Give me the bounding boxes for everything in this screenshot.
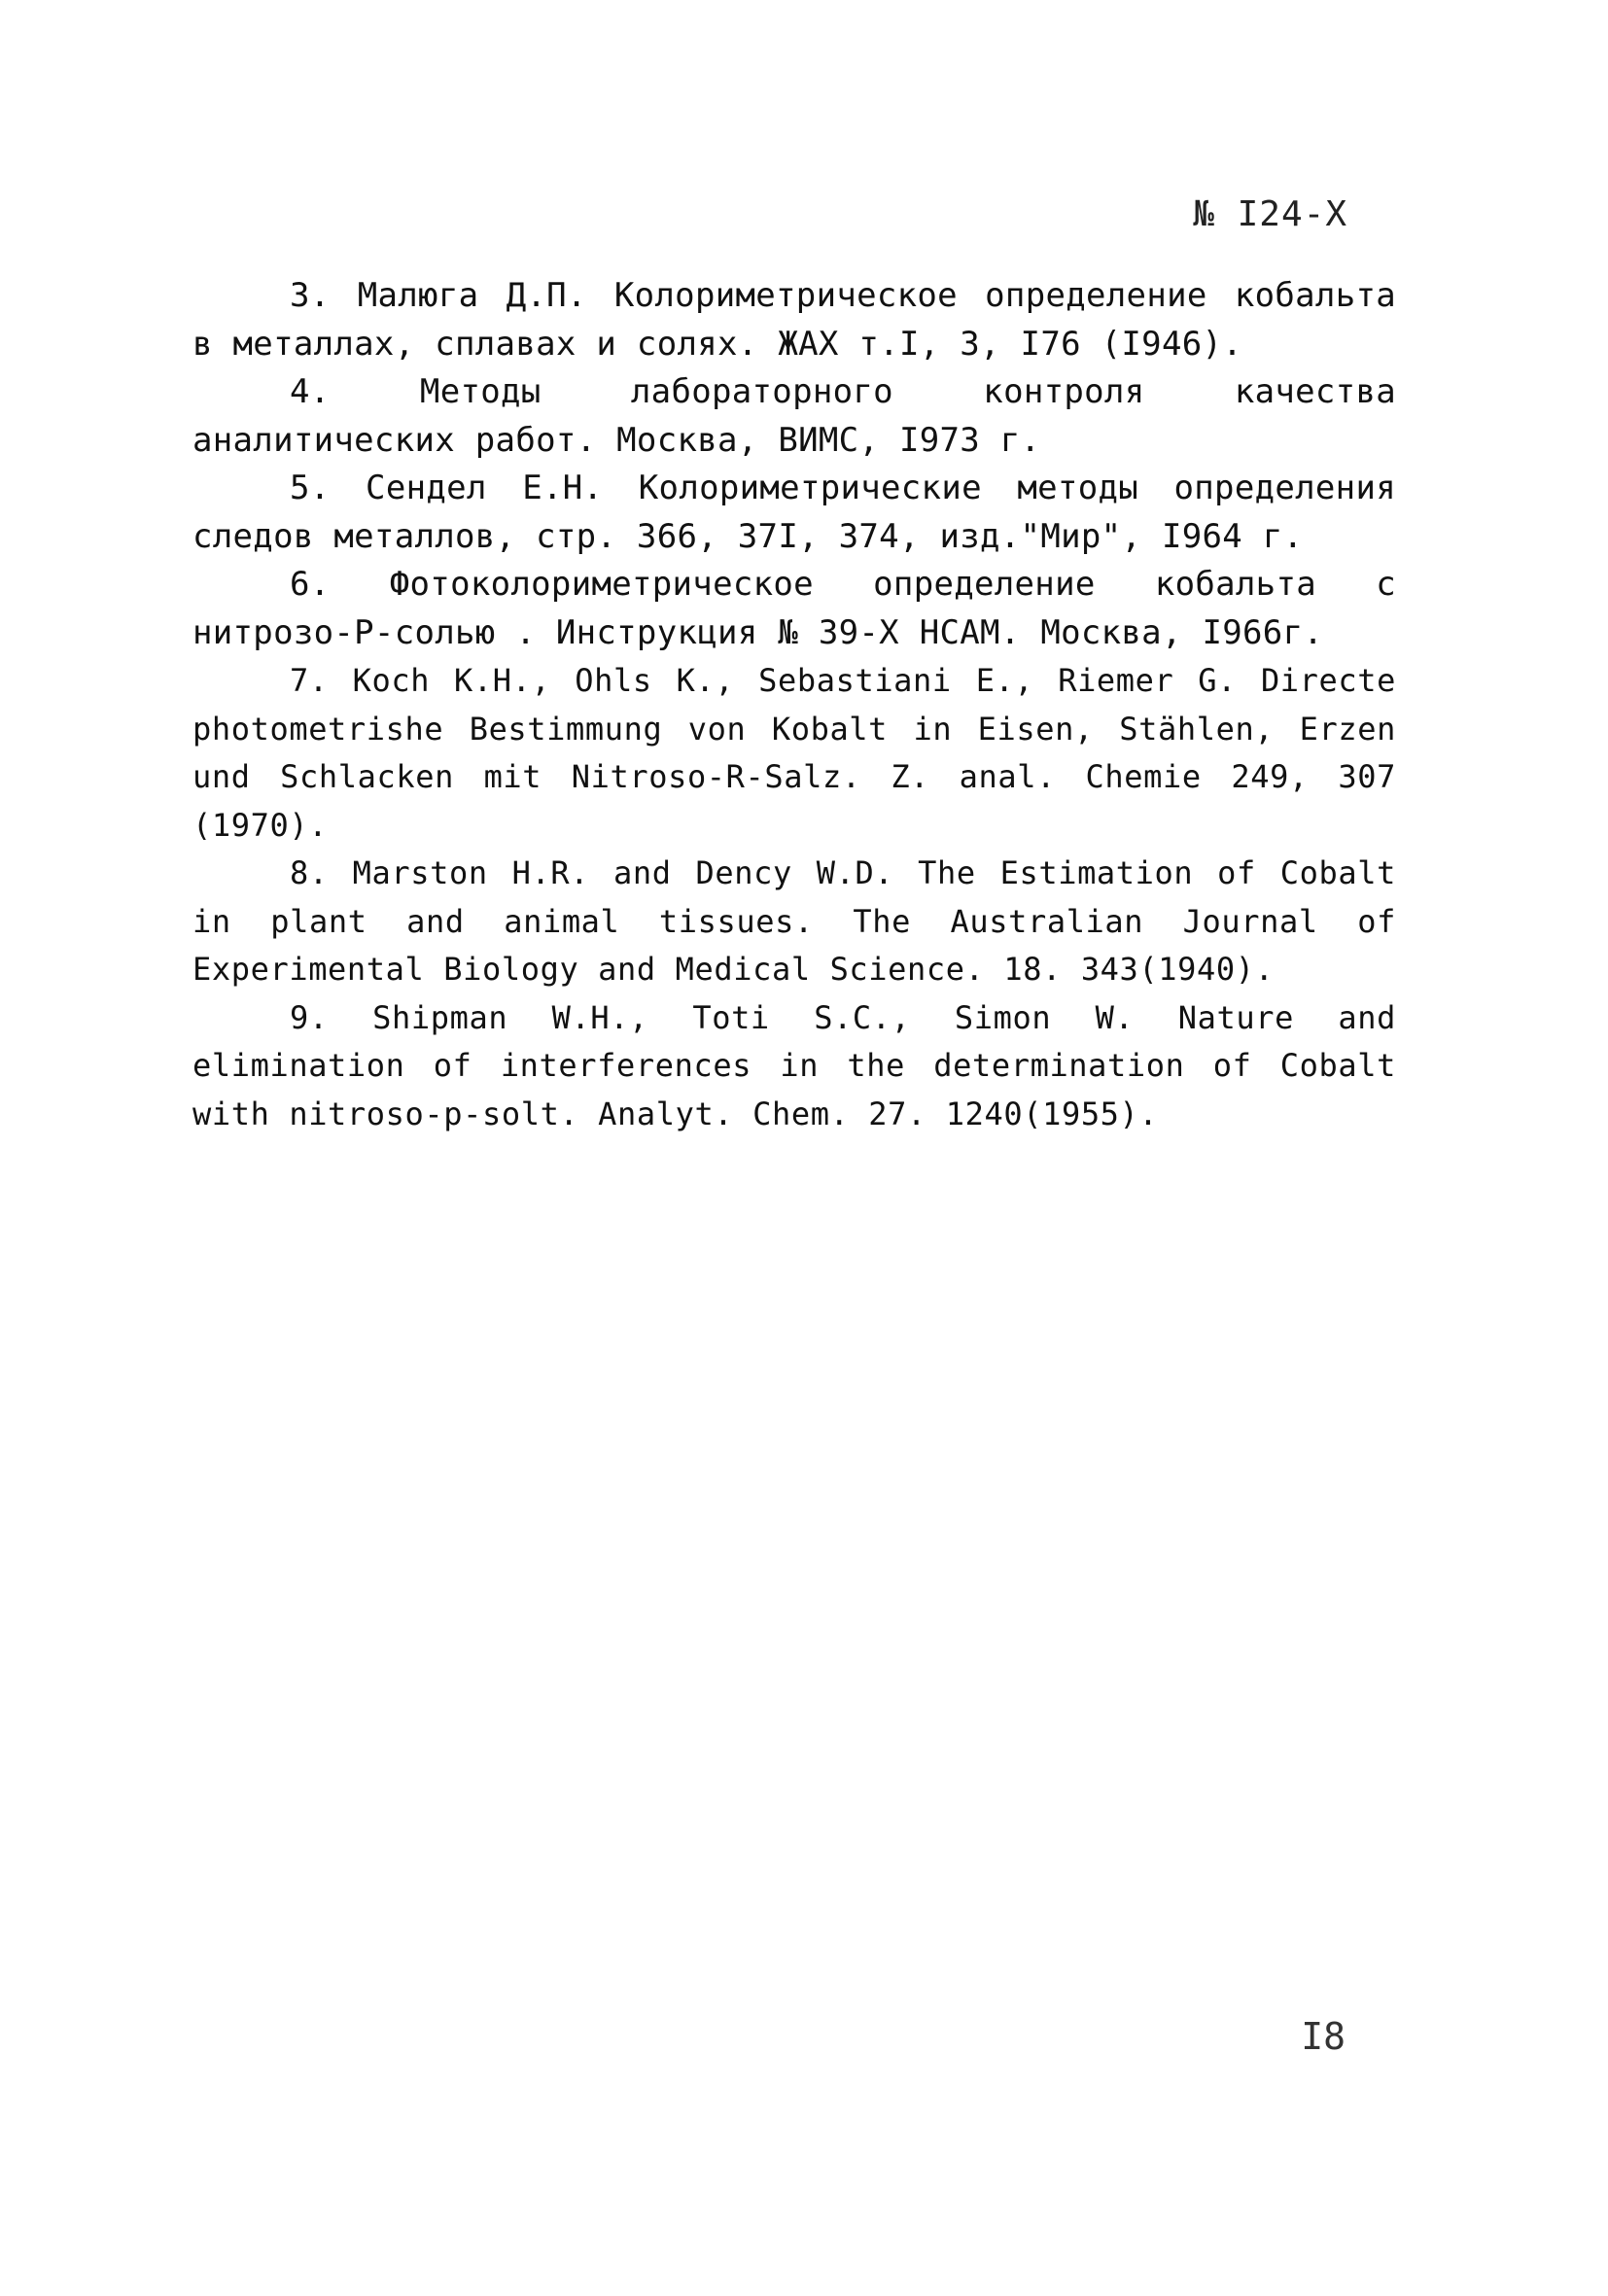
reference-item-5: 5. Сендел Е.Н. Колориметрические методы определения следов металлов, стр. 366, 37I, 374, изд."Мир", I964 г. (192, 469, 1396, 556)
reference-item-9: 9. Shipman W.H., Toti S.C., Simon W. Nature and elimination of interferences in the determination of Cobalt with nitroso-p-solt. Analyt. Chem. 27. 1240(1955). (192, 998, 1396, 1132)
page-number: I8 (1301, 2015, 1346, 2058)
reference-item-3: 3. Малюга Д.П. Колориметрическое определение кобальта в металлах, сплавах и солях. ЖАХ т.I, 3, I76 (I946). (192, 276, 1396, 364)
reference-list (192, 272, 1396, 1138)
reference-item-4: 4. Методы лабораторного контроля качества аналитических работ. Москва, ВИМС, I973 г. (192, 372, 1396, 460)
reference-item-8: 8. Marston H.R. and Dency W.D. The Estimation of Cobalt in plant and animal tissues. The Australian Journal of Experimental Biology and Medical Science. 18. 343(1940). (192, 854, 1396, 988)
reference-item-7: 7. Koch K.H., Ohls K., Sebastiani E., Riemer G. Directe photometrishe Bestimmung von Kobalt in Eisen, Stählen, Erzen und Schlacken mit Nitroso-R-Salz. Z. anal. Chemie 249, 307 (1970). (192, 662, 1396, 844)
reference-item-6: 6. Фотоколориметрическое определение кобальта с нитрозо-Р-солью . Инструкция № 39-Х НСАМ. Москва, I966г. (192, 565, 1396, 652)
document-number: № I24-X (1193, 194, 1347, 234)
